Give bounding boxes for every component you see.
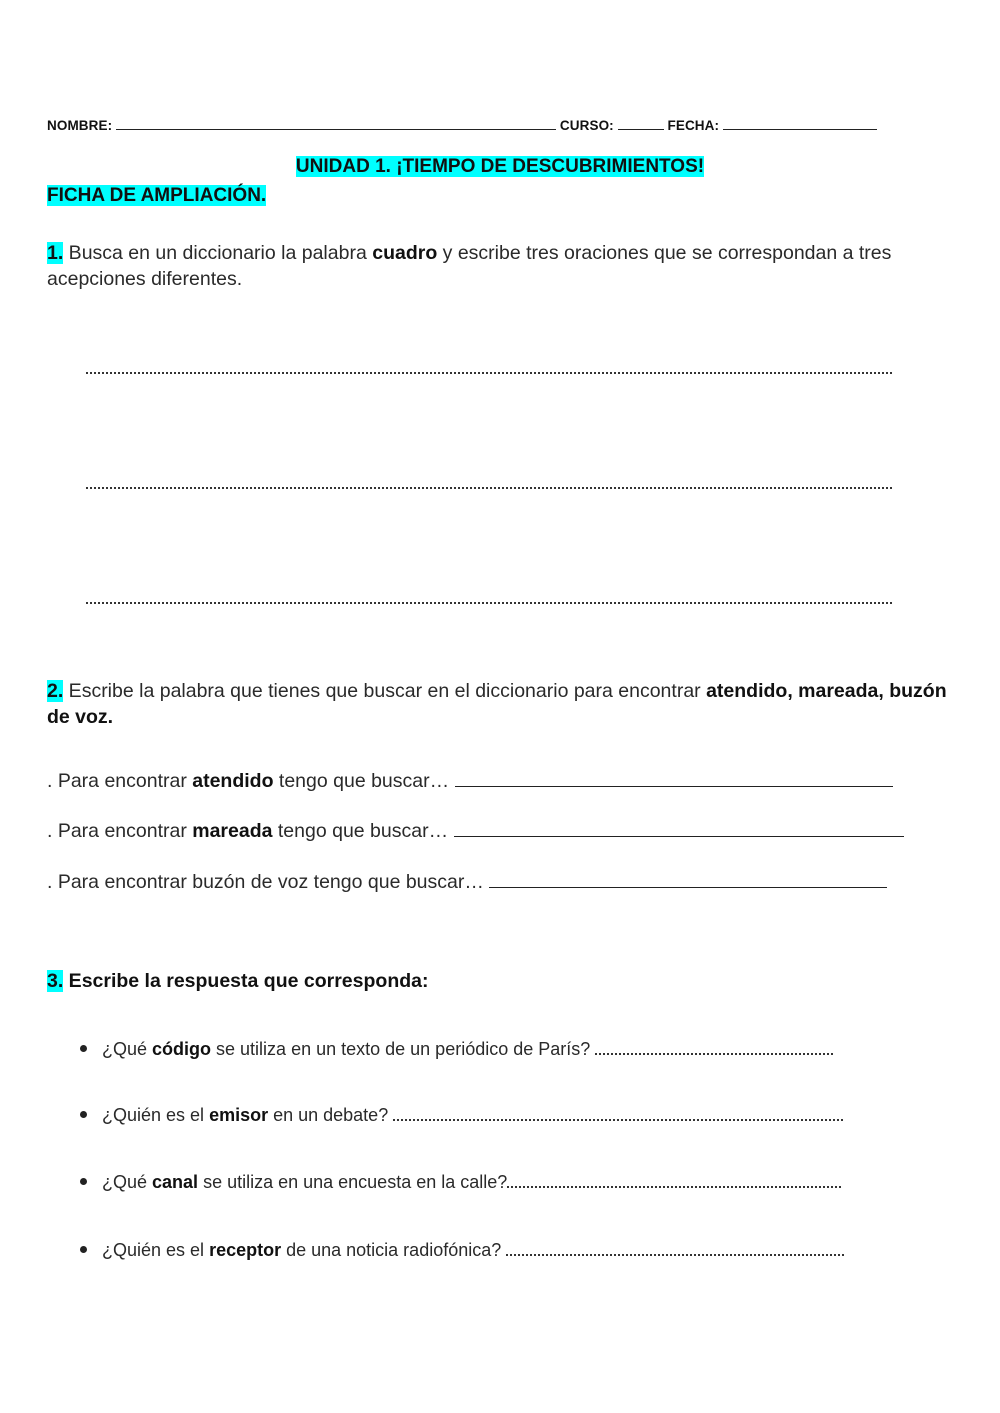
answer-blank[interactable] — [507, 1172, 841, 1188]
answer-line-2[interactable] — [86, 487, 892, 489]
fill-line-mareada: . Para encontrar mareada tengo que buscar… — [47, 818, 904, 843]
answer-line-3[interactable] — [86, 602, 892, 604]
bullet-icon — [80, 1111, 87, 1118]
list-item: ¿Qué código se utiliza en un texto de un periódico de París? — [80, 1039, 833, 1060]
question-number: 3. — [47, 970, 64, 992]
bullet-icon — [80, 1178, 87, 1185]
fill-line-atendido: . Para encontrar atendido tengo que buscar… — [47, 768, 893, 793]
answer-blank[interactable] — [506, 1240, 844, 1256]
name-label: NOMBRE: — [47, 118, 113, 133]
list-item: ¿Quién es el emisor en un debate? — [80, 1105, 843, 1126]
question-2: 2. Escribe la palabra que tienes que buscar en el diccionario para encontrar atendido, mareada, buzón de voz. — [47, 680, 947, 728]
answer-line-1[interactable] — [86, 372, 892, 374]
answer-blank[interactable] — [595, 1039, 833, 1055]
date-label: FECHA: — [667, 118, 720, 133]
fill-line-buzon: . Para encontrar buzón de voz tengo que buscar… — [47, 869, 887, 894]
answer-blank[interactable] — [489, 869, 887, 888]
page-title: UNIDAD 1. ¡TIEMPO DE DESCUBRIMIENTOS! — [295, 156, 705, 177]
bullet-icon — [80, 1246, 87, 1253]
question-1: 1. Busca en un diccionario la palabra cuadro y escribe tres oraciones que se correspondan a tres acepciones diferentes. — [47, 242, 892, 290]
course-label: CURSO: — [559, 118, 614, 133]
bullet-icon — [80, 1045, 87, 1052]
student-header — [47, 111, 877, 133]
answer-blank[interactable] — [393, 1105, 843, 1121]
question-number: 2. — [47, 680, 64, 702]
name-field[interactable] — [116, 111, 556, 130]
list-item: ¿Qué canal se utiliza en una encuesta en la calle? — [80, 1172, 841, 1193]
course-field[interactable] — [618, 111, 664, 130]
date-field[interactable] — [723, 111, 877, 130]
answer-blank[interactable] — [455, 768, 893, 787]
answer-blank[interactable] — [454, 818, 904, 837]
list-item: ¿Quién es el receptor de una noticia radiofónica? — [80, 1240, 844, 1261]
question-number: 1. — [47, 242, 64, 264]
question-3: 3. Escribe la respuesta que corresponda: — [47, 970, 429, 992]
page-subtitle: FICHA DE AMPLIACIÓN. — [47, 185, 267, 206]
